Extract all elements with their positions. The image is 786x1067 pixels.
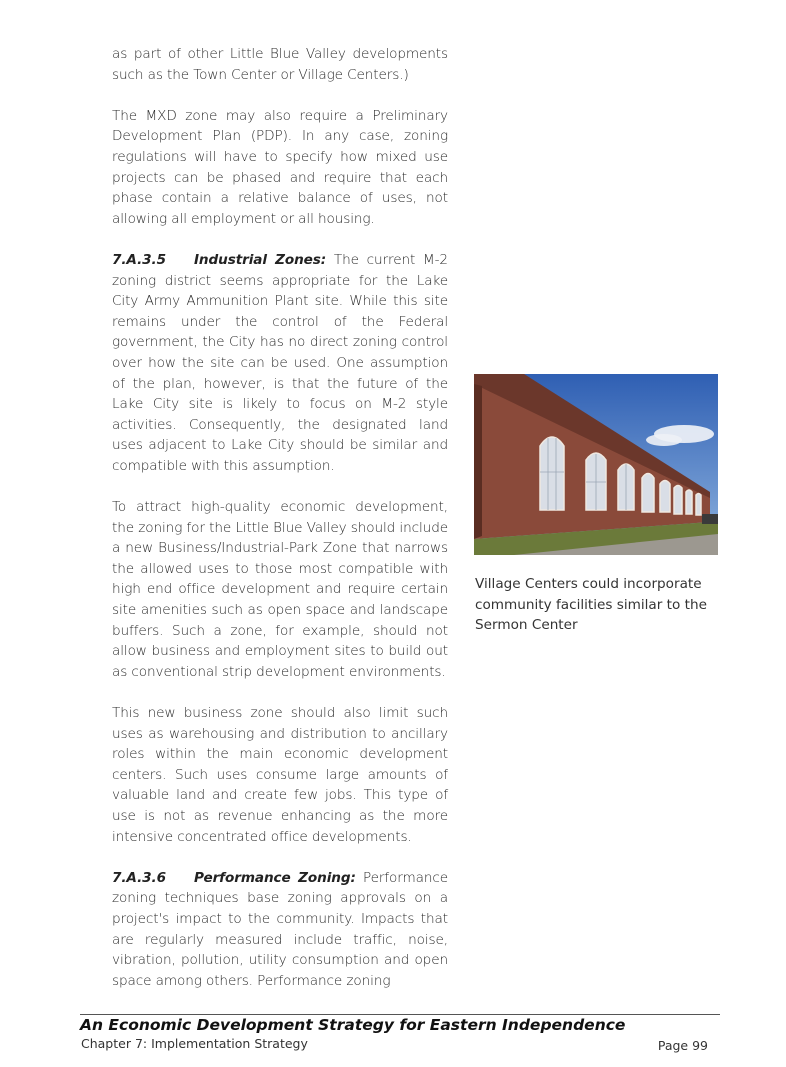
paragraph: The MXD zone may also require a Preliminary Development Plan (PDP). In any case, zoning regulations will have to specify how mixed use projects can be phased and require that each phase contain a relative balance of uses, not allowing all employment or all housing. <box>112 107 448 227</box>
footer-title: An Economic Development Strategy for Eastern Independence <box>80 1016 626 1034</box>
section-number: 7.A.3.5 <box>112 251 166 268</box>
paragraph: This new business zone should also limit such uses as warehousing and distribution to ancillary roles within the main economic development centers. Such uses consume large amounts of valuable land and create few jobs. This type of use is not as revenue enhancing as the more intensive concentrated office developments. <box>112 705 448 845</box>
footer-rule <box>80 1014 720 1015</box>
section-title: Industrial Zones: <box>193 251 327 268</box>
paragraph: To attract high-quality economic development, the zoning for the Little Blue Valley should include a new Business/Industrial-Park Zone that narrows the allowed uses to those most compatible with high end office development and require certain site amenities such as open space and landscape buffers. Such a zone, for example, should not allow business and employment sites to build out as conventional strip development environments. <box>112 499 448 680</box>
section-7a36 <box>112 868 448 992</box>
paragraph: as part of other Little Blue Valley developments such as the Town Center or Village Centers.) <box>112 46 448 83</box>
section-text: Performance zoning techniques base zoning approvals on a project's impact to the community. Impacts that are regularly measured include traffic, noise, vibration, pollution, utility consumption and open space among others. Performance zoning <box>112 869 448 989</box>
section-number: 7.A.3.6 <box>112 869 166 886</box>
section-text: The current M-2 zoning district seems appropriate for the Lake City Army Ammunition Plant site. While this site remains under the control of the Federal government, the City has no direct zoning control over how the site can be used. One assumption of the plan, however, is that the future of the Lake City site is likely to focus on M-2 style activities. Consequently, the designated land uses adjacent to Lake City should be similar and compatible with this assumption. <box>112 251 448 474</box>
main-text-column <box>112 44 448 1012</box>
photo-caption: Village Centers could incorporate community facilities similar to the Sermon Center <box>475 576 707 634</box>
section-title: Performance Zoning: <box>193 869 356 886</box>
section-7a35 <box>112 250 448 477</box>
sermon-center-photo <box>474 374 718 555</box>
page-number: Page 99 <box>657 1038 708 1053</box>
footer-chapter: Chapter 7: Implementation Strategy <box>81 1036 308 1051</box>
